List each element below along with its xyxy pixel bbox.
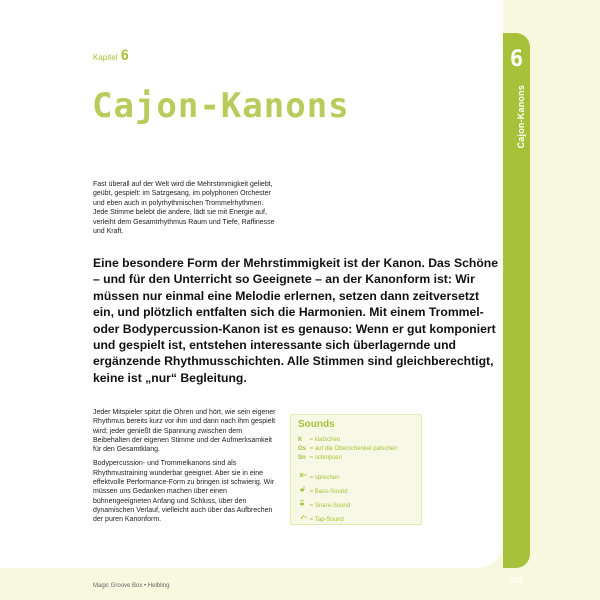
chapter-label (93, 48, 129, 64)
sound-row-bass (298, 485, 348, 495)
sound-row-sprechen (298, 471, 340, 481)
sound-row-klatschen (298, 437, 340, 443)
sound-symbol: Os (298, 446, 307, 452)
sound-text: = Tap-Sound (309, 517, 344, 523)
sound-row-tap (298, 513, 344, 523)
page-title: Cajon-Kanons (92, 86, 350, 126)
sound-row-oberschenkel (298, 446, 398, 452)
sound-row-schnipsen (298, 455, 342, 461)
note-filled-icon (298, 485, 308, 495)
sound-symbol: Sn (298, 455, 306, 461)
chapter-tab-title: Cajon-Kanons (516, 85, 526, 149)
chapter-tab (503, 33, 530, 585)
note-accent-icon (298, 499, 308, 509)
footer-credit: Magic Groove Box • Helbling (93, 583, 170, 589)
page-number: 079 (509, 576, 524, 585)
chapter-tab-number: 6 (509, 47, 524, 72)
body-paragraph-1: Jeder Mitspieler spitzt die Ohren und hört, wie sein eigener Rhythmus bereits kurz vor ihm und dann nach ihm gespielt wird; jeder genießt die Spannung zwischen dem Beibehalten der eigenen Stimme und der Aufmerksamkeit für den Gesamtklang. (93, 409, 276, 454)
sounds-title: Sounds (298, 419, 335, 430)
sounds-legend-box (290, 414, 422, 525)
intro-paragraph: Fast überall auf der Welt wird die Mehrstimmigkeit geliebt, geübt, gespielt: im Satzgesang, im polyphonen Orchester und eben auch in polyrhythmischen Trommelrhythmen. Jede Stimme belebt die andere, lädt sie mit Energie auf, verleiht dem Gesamtrhythmus Raum und Tiefe, Raffinesse und Kraft. (93, 181, 275, 236)
sound-symbol: K (298, 437, 303, 443)
sound-text: = schnipsen (309, 455, 342, 461)
sound-row-snare (298, 499, 350, 509)
body-column (93, 408, 279, 530)
sound-text: = auf die Oberschenkel patschen (309, 446, 398, 452)
body-paragraph-2: Bodypercussion- und Trommelkanons sind als Rhythmustraining wunderbar geeignet. Aber sie in eine effektvolle Performance-Form zu bringen ist schwierig. Wir müssen uns Gedanken machen über einen bühnengeeigneten Anfang und Schluss, über den dynamischen Verlauf, vielleicht auch über das Aufbrechen der puren Kanonform. (93, 460, 275, 524)
lead-paragraph: Eine besondere Form der Mehrstimmigkeit ist der Kanon. Das Schöne – und für den Unterricht so Geeignete – an der Kanonform ist: Wir müssen nur einmal eine Melodie erlernen, setzen dann zeitversetzt ein, und plötzlich entfalten sich die Harmonien. Mit einem Trommel- oder Bodypercussion-Kanon ist es genauso: Wenn er gut komponiert und gespielt ist, entstehen interessante sich überlagernde und ergänzende Rhythmusschichten. Alle Stimmen sind gleichberechtigt, keine ist „nur“ Begleitung. (93, 256, 498, 385)
sound-text: = klatschen (309, 437, 341, 443)
note-slash-icon (298, 513, 308, 523)
sound-text: = Bass-Sound (309, 489, 348, 495)
note-x-icon (298, 471, 308, 481)
chapter-label-text: Kapitel (93, 53, 118, 62)
sound-text: = sprechen (309, 475, 340, 481)
chapter-number: 6 (120, 48, 129, 64)
sound-text: = Snare-Sound (309, 503, 351, 509)
